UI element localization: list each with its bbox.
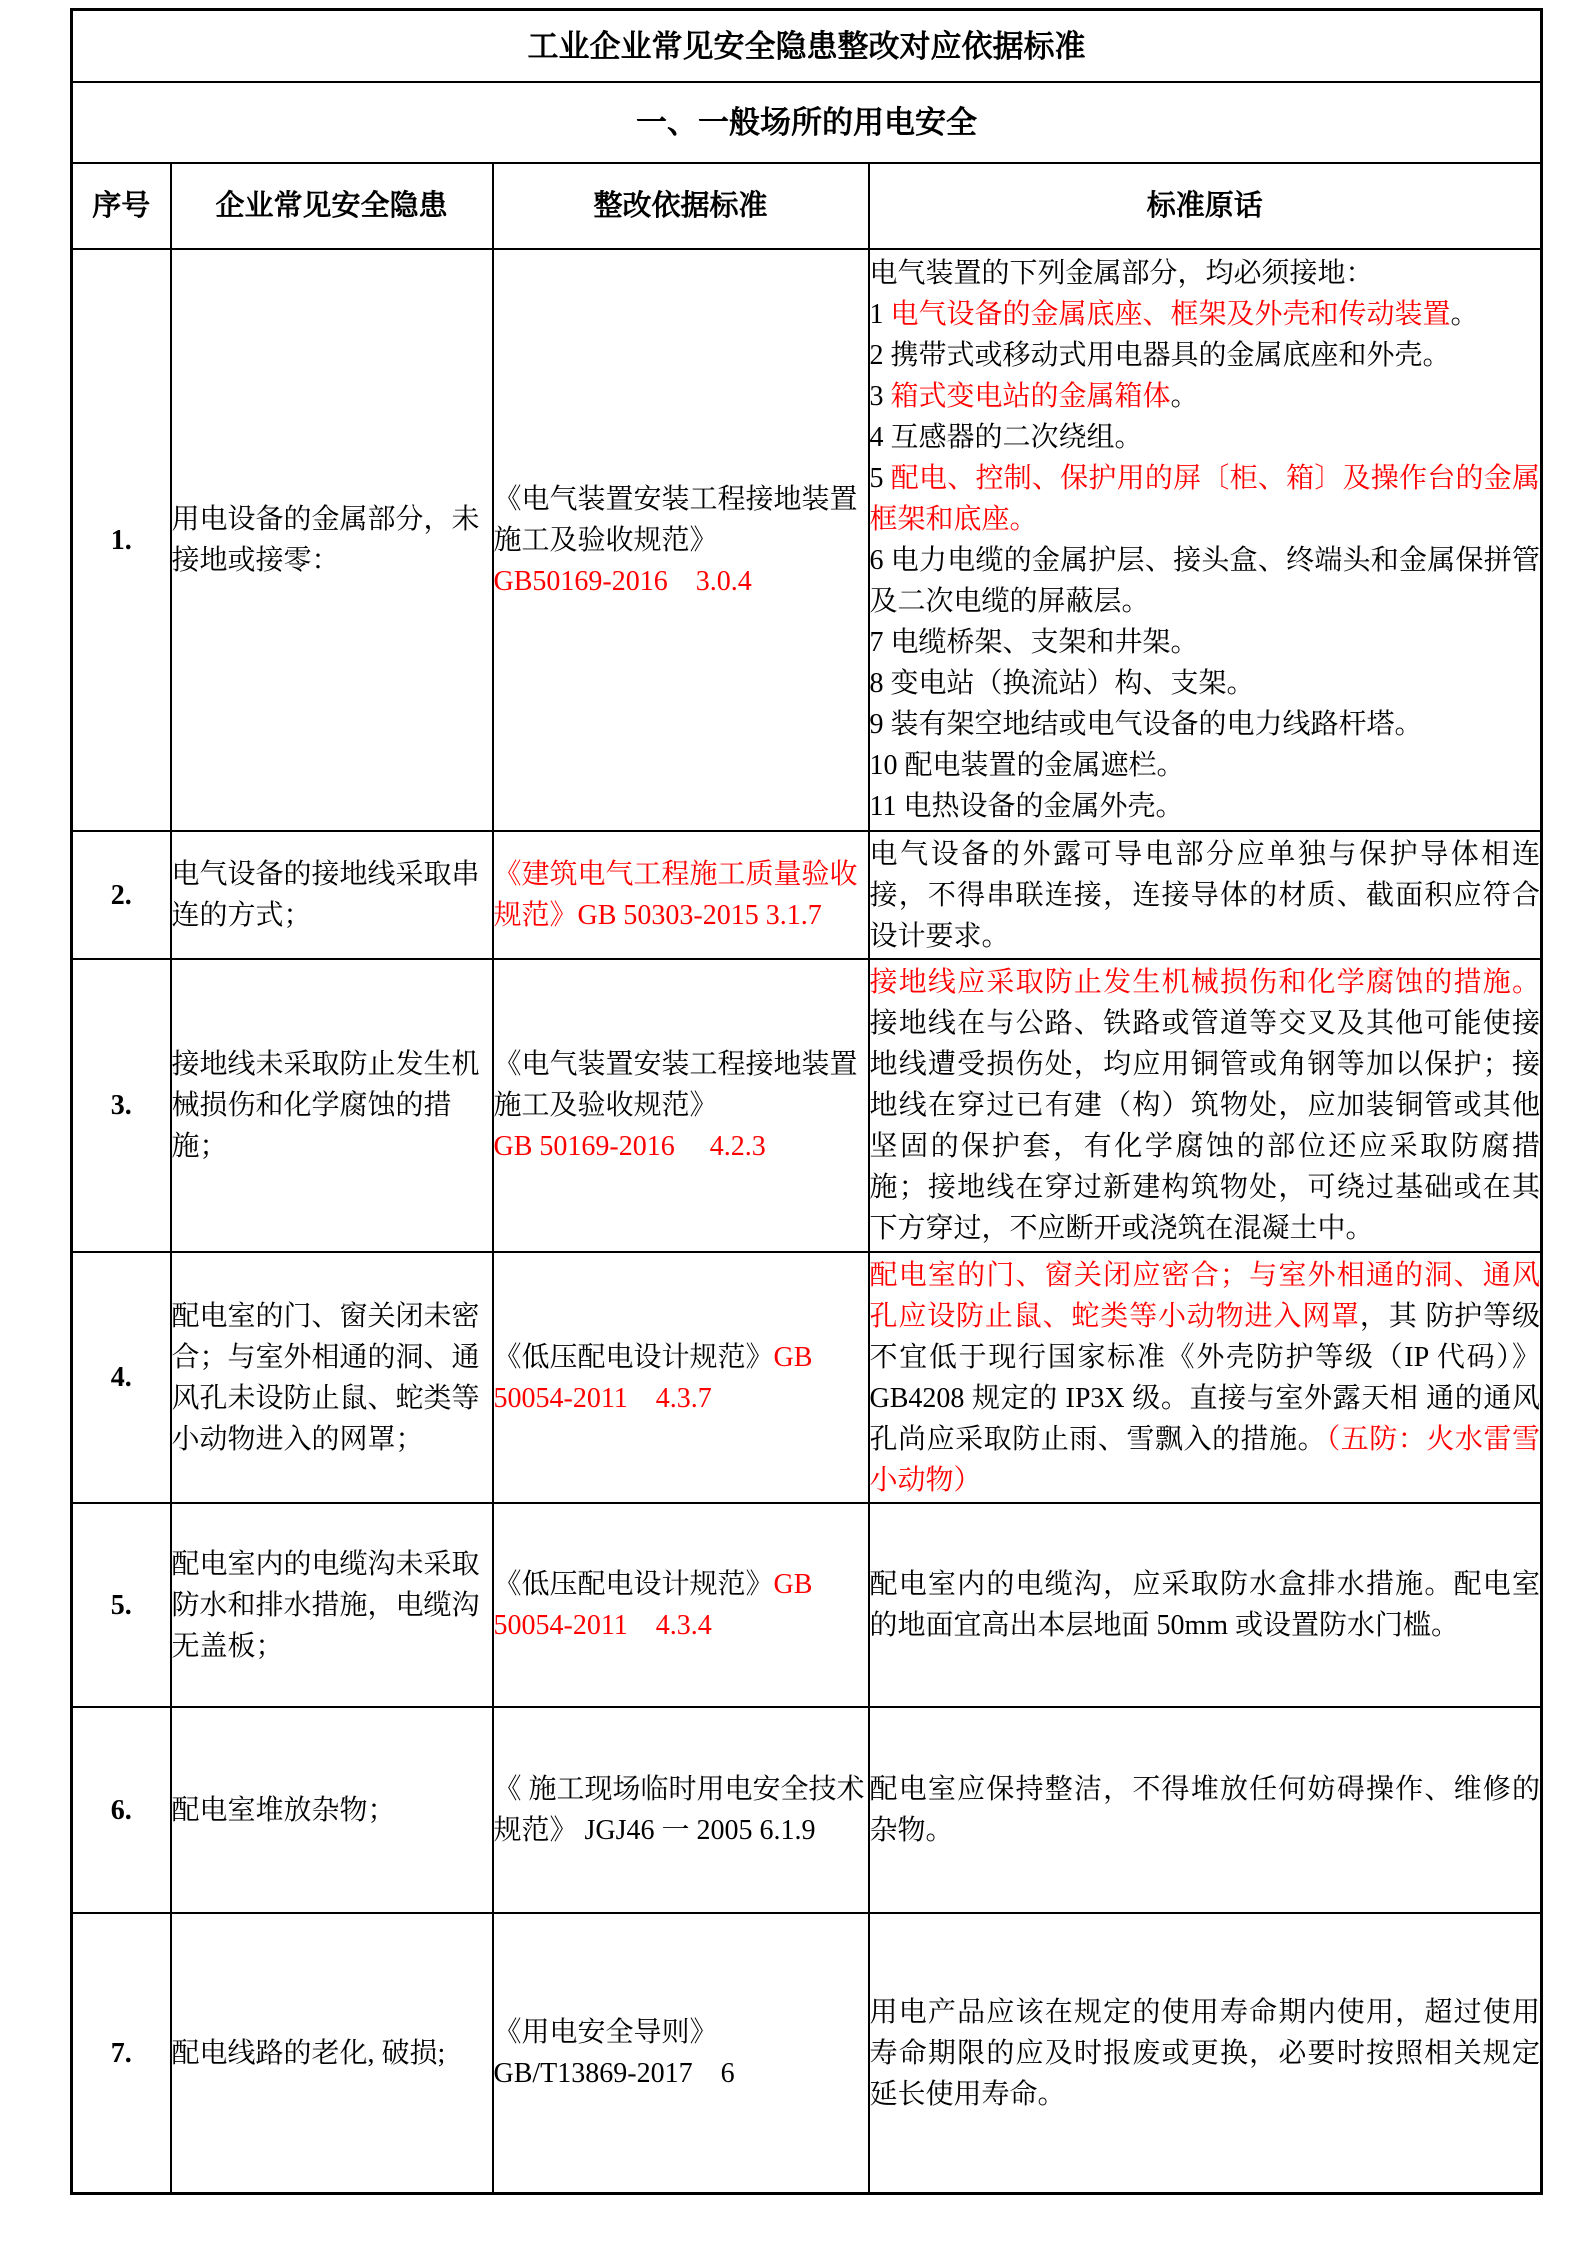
standard-text-cell: 配电室的门、窗关闭应密合；与室外相通的洞、通风孔应设防止鼠、蛇类等小动物进入网罩，其 防护等级不宜低于现行国家标准《外壳防护等级（IP 代码）》GB4208 规定的 IP3X 级。直接与室外露天相 通的通风孔尚应采取防止雨、雪飘入的措施。（五防：火水雷雪小动物） [869, 1252, 1542, 1503]
column-header-text: 标准原话 [869, 163, 1542, 249]
basis-cell: 《用电安全导则》 GB/T13869-2017 6 [493, 1913, 869, 2194]
basis-cell: 《低压配电设计规范》GB 50054-2011 4.3.7 [493, 1252, 869, 1503]
hazard-cell: 配电室堆放杂物； [171, 1707, 493, 1913]
row-number: 2. [72, 831, 171, 959]
standard-text-cell: 配电室应保持整洁，不得堆放任何妨碍操作、维修的杂物。 [869, 1707, 1542, 1913]
table-row [72, 1707, 1542, 1913]
table-row [72, 1913, 1542, 2194]
row-number: 7. [72, 1913, 171, 2194]
basis-cell: 《低压配电设计规范》GB 50054-2011 4.3.4 [493, 1503, 869, 1707]
section-row [72, 82, 1542, 163]
row-number: 6. [72, 1707, 171, 1913]
basis-cell: 《建筑电气工程施工质量验收规范》GB 50303-2015 3.1.7 [493, 831, 869, 959]
hazard-cell: 配电室内的电缆沟未采取防水和排水措施，电缆沟无盖板； [171, 1503, 493, 1707]
standard-text-cell: 配电室内的电缆沟，应采取防水盒排水措施。配电室的地面宜高出本层地面 50mm 或设置防水门槛。 [869, 1503, 1542, 1707]
table-row [72, 249, 1542, 831]
table-row [72, 959, 1542, 1252]
header-row [72, 163, 1542, 249]
column-header-basis: 整改依据标准 [493, 163, 869, 249]
standard-text-cell: 电气装置的下列金属部分，均必须接地： 1 电气设备的金属底座、框架及外壳和传动装置。 2 携带式或移动式用电器具的金属底座和外壳。 3 箱式变电站的金属箱体。 4 互感器的二次绕组。 5 配电、控制、保护用的屏〔柜、箱〕及操作台的金属框架和底座。 6 电力电缆的金属护层、接头盒、终端头和金属保拼管及二次电缆的屏蔽层。 7 电缆桥架、支架和井架。 8 变电站（换流站）构、支架。 9 装有架空地结或电气设备的电力线路杆塔。 10 配电装置的金属遮栏。 11 电热设备的金属外壳。 [869, 249, 1542, 831]
row-number: 5. [72, 1503, 171, 1707]
column-header-hazard: 企业常见安全隐患 [171, 163, 493, 249]
table-row [72, 1252, 1542, 1503]
column-header-no: 序号 [72, 163, 171, 249]
table-row [72, 831, 1542, 959]
standard-text-cell: 接地线应采取防止发生机械损伤和化学腐蚀的措施。接地线在与公路、铁路或管道等交叉及其他可能使接地线遭受损伤处，均应用铜管或角钢等加以保护；接地线在穿过已有建（构）筑物处，应加装铜管或其他坚固的保护套，有化学腐蚀的部位还应采取防腐措施；接地线在穿过新建构筑物处，可绕过基础或在其下方穿过，不应断开或浇筑在混凝土中。 [869, 959, 1542, 1252]
standards-table [70, 8, 1543, 2195]
hazard-cell: 接地线未采取防止发生机械损伤和化学腐蚀的措施； [171, 959, 493, 1252]
hazard-cell: 配电室的门、窗关闭未密合；与室外相通的洞、通风孔未设防止鼠、蛇类等小动物进入的网罩； [171, 1252, 493, 1503]
section-title: 一、一般场所的用电安全 [72, 82, 1542, 163]
hazard-cell: 配电线路的老化, 破损; [171, 1913, 493, 2194]
row-number: 3. [72, 959, 171, 1252]
page-title: 工业企业常见安全隐患整改对应依据标准 [72, 10, 1542, 83]
basis-cell: 《电气装置安装工程接地装置施工及验收规范》 GB50169-2016 3.0.4 [493, 249, 869, 831]
basis-cell: 《 施工现场临时用电安全技术规范》 JGJ46 一 2005 6.1.9 [493, 1707, 869, 1913]
table-row [72, 1503, 1542, 1707]
row-number: 1. [72, 249, 171, 831]
hazard-cell: 用电设备的金属部分，未接地或接零： [171, 249, 493, 831]
row-number: 4. [72, 1252, 171, 1503]
title-row [72, 10, 1542, 83]
standard-text-cell: 用电产品应该在规定的使用寿命期内使用，超过使用寿命期限的应及时报废或更换，必要时按照相关规定延长使用寿命。 [869, 1913, 1542, 2194]
basis-cell: 《电气装置安装工程接地装置施工及验收规范》 GB 50169-2016 4.2.3 [493, 959, 869, 1252]
standard-text-cell: 电气设备的外露可导电部分应单独与保护导体相连接，不得串联连接，连接导体的材质、截面积应符合设计要求。 [869, 831, 1542, 959]
hazard-cell: 电气设备的接地线采取串连的方式； [171, 831, 493, 959]
